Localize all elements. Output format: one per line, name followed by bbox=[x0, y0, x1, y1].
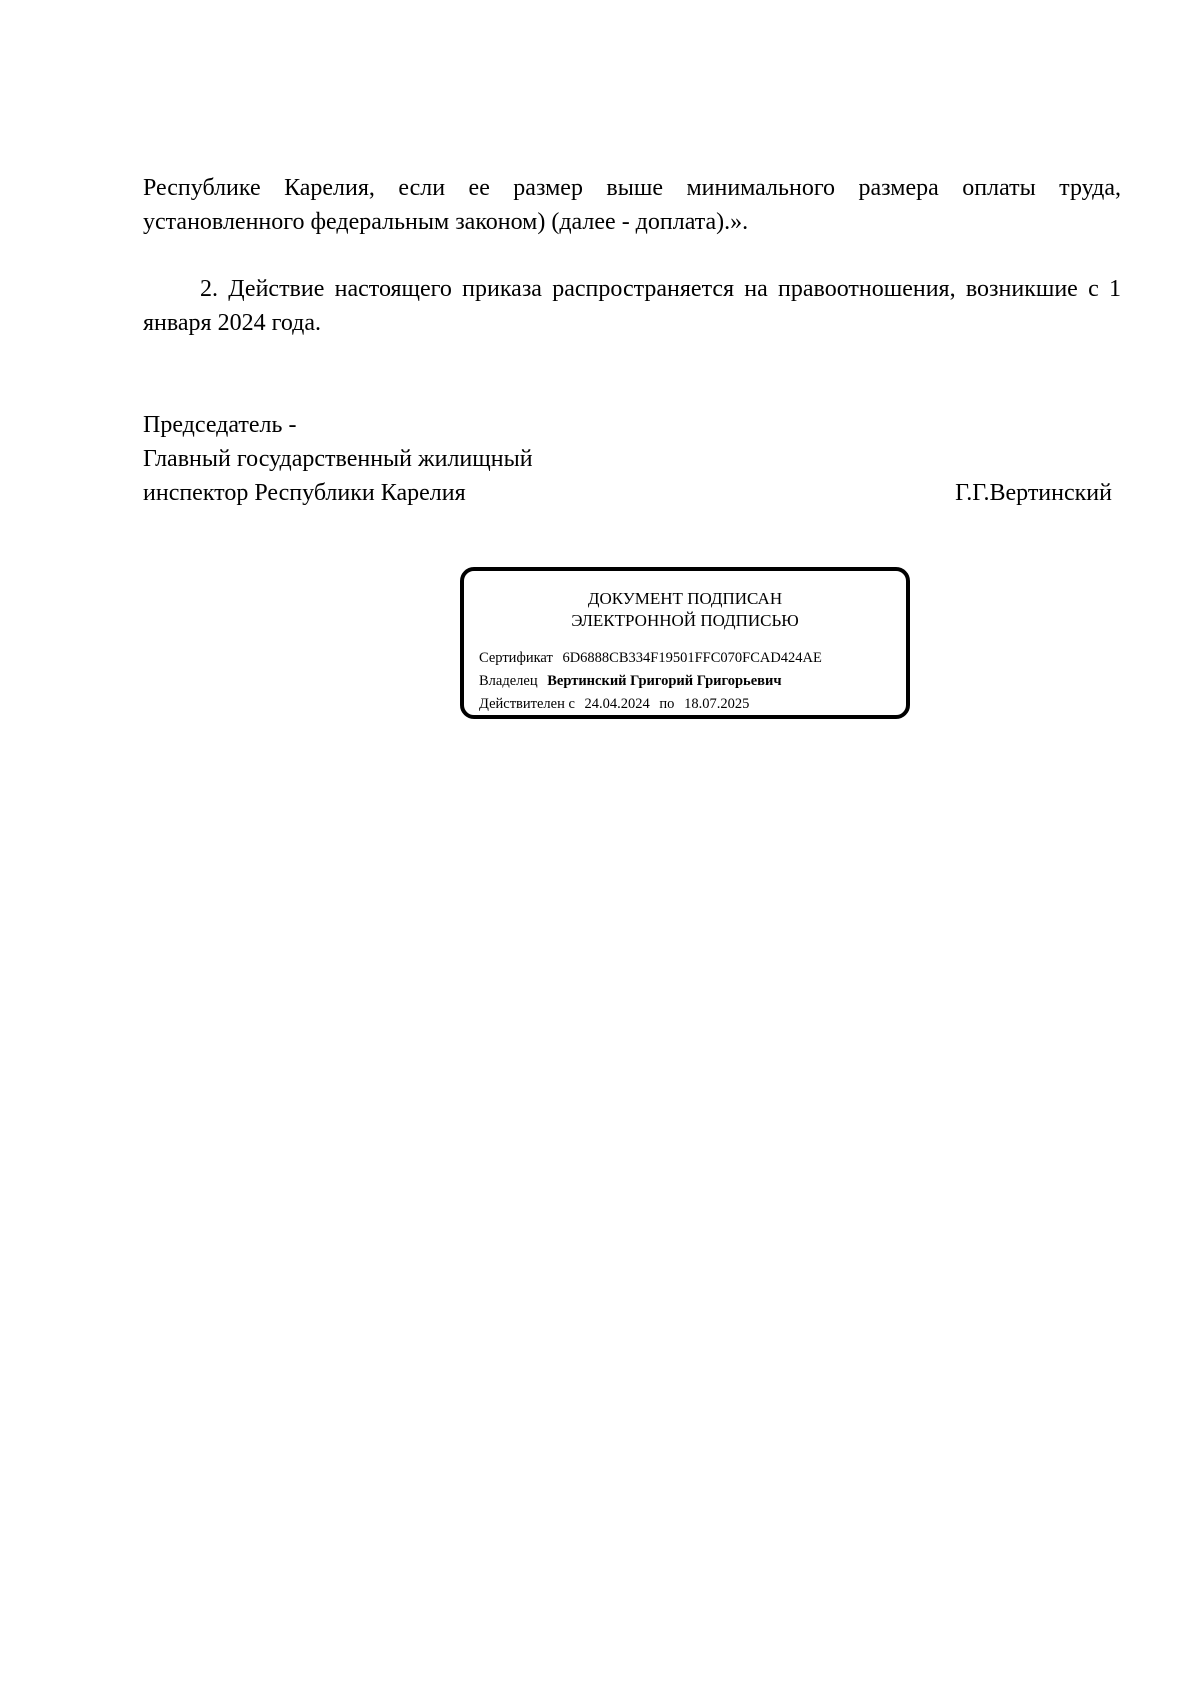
stamp-certificate-row bbox=[479, 649, 822, 667]
valid-to-label: по bbox=[659, 696, 675, 712]
signatory-position-line-1: Председатель - bbox=[143, 412, 297, 438]
certificate-label: Сертификат bbox=[479, 650, 553, 666]
stamp-title bbox=[464, 588, 906, 632]
signature-block bbox=[143, 408, 1121, 510]
signatory-position-line-3: инспектор Республики Карелия bbox=[143, 480, 466, 506]
certificate-value: 6D6888CB334F19501FFC070FCAD424AE bbox=[562, 650, 822, 666]
paragraph-continuation: Республике Карелия, если ее размер выше минимального размера оплаты труда, установленного федеральным законом) (далее - доплата).». bbox=[143, 175, 1121, 235]
owner-value: Вертинский Григорий Григорьевич bbox=[547, 673, 782, 689]
valid-from-date: 24.04.2024 bbox=[584, 696, 650, 712]
paragraph-effective-date: 2. Действие настоящего приказа распространяется на правоотношения, возникшие с 1 января 2024 года. bbox=[143, 276, 1121, 336]
signatory-position-line-2: Главный государственный жилищный bbox=[143, 446, 533, 472]
stamp-title-line-1: ДОКУМЕНТ ПОДПИСАН bbox=[587, 589, 783, 608]
signatory-name: Г.Г.Вертинский bbox=[955, 480, 1112, 506]
valid-to-date: 18.07.2025 bbox=[684, 696, 750, 712]
stamp-validity-row bbox=[479, 695, 749, 713]
owner-label: Владелец bbox=[479, 673, 538, 689]
stamp-title-line-2: ЭЛЕКТРОННОЙ ПОДПИСЬЮ bbox=[571, 611, 799, 630]
electronic-signature-stamp bbox=[460, 567, 910, 719]
stamp-owner-row bbox=[479, 672, 782, 690]
valid-label: Действителен с bbox=[479, 696, 575, 712]
